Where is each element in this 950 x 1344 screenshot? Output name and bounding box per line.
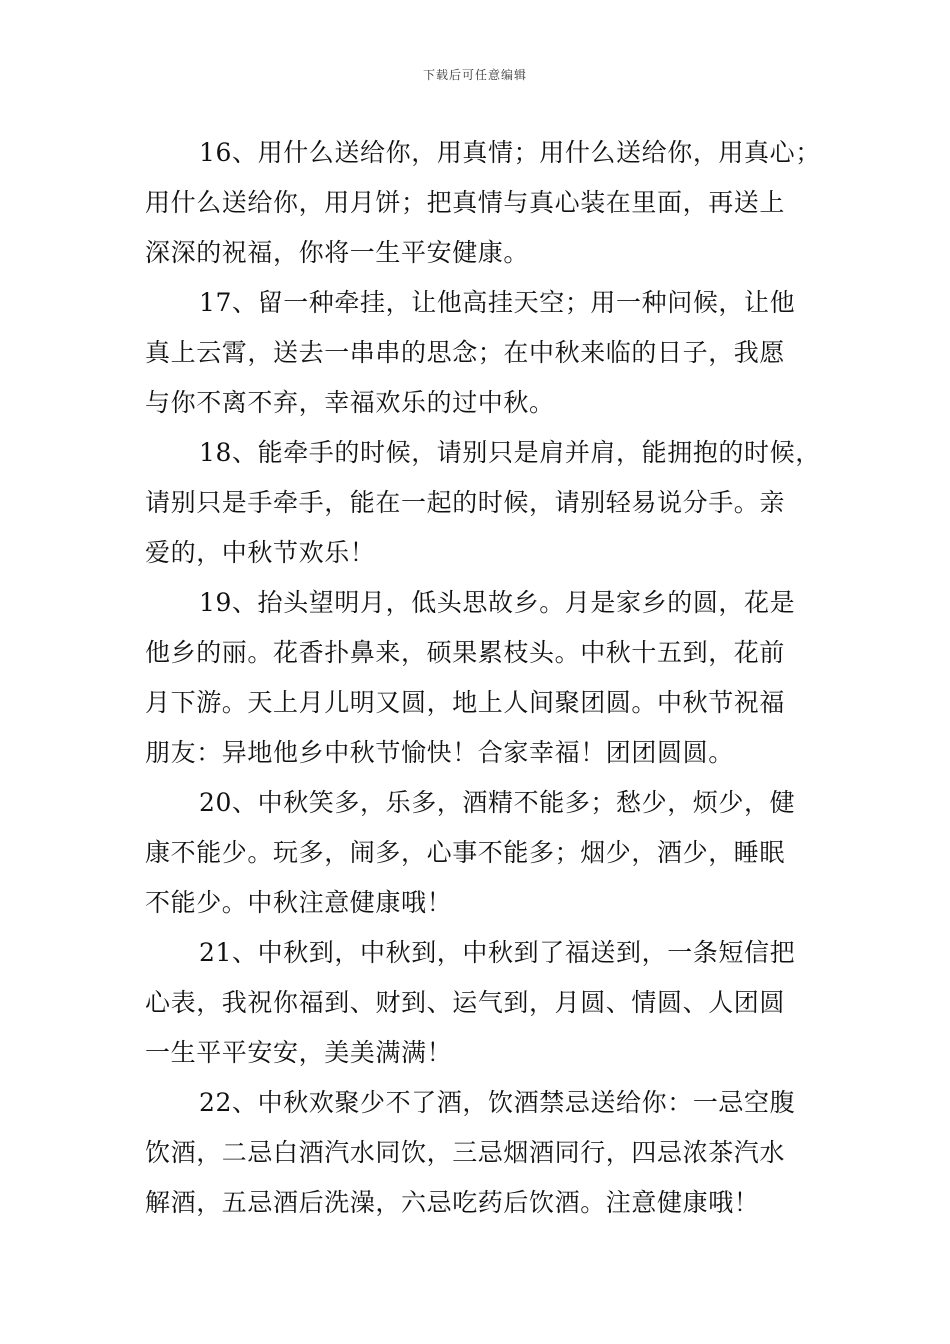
paragraph-line: 请别只是手牵手，能在一起的时候，请别轻易说分手。亲	[145, 488, 786, 517]
paragraph-line: 不能少。中秋注意健康哦！	[145, 888, 453, 917]
paragraph-22	[145, 1078, 835, 1228]
paragraph-line: 17、留一种牵挂，让他高挂天空；用一种问候，让他	[199, 288, 796, 317]
document-body	[145, 128, 835, 1228]
paragraph-line: 22、中秋欢聚少不了酒，饮酒禁忌送给你：一忌空腹	[199, 1088, 796, 1117]
paragraph-20	[145, 778, 835, 928]
paragraph-line: 解酒，五忌酒后洗澡，六忌吃药后饮酒。注意健康哦！	[145, 1188, 760, 1217]
paragraph-line: 深深的祝福，你将一生平安健康。	[145, 238, 530, 267]
paragraph-19	[145, 578, 835, 778]
paragraph-line: 16、用什么送给你，用真情；用什么送给你，用真心；	[199, 138, 821, 167]
paragraph-line: 用什么送给你，用月饼；把真情与真心装在里面，再送上	[145, 188, 786, 217]
paragraph-line: 19、抬头望明月，低头思故乡。月是家乡的圆，花是	[199, 588, 796, 617]
paragraph-line: 康不能少。玩多，闹多，心事不能多；烟少，酒少，睡眠	[145, 838, 786, 867]
paragraph-line: 爱的，中秋节欢乐！	[145, 538, 376, 567]
paragraph-line: 与你不离不弃，幸福欢乐的过中秋。	[145, 388, 555, 417]
page-header: 下载后可任意编辑	[422, 68, 527, 82]
paragraph-21	[145, 928, 835, 1078]
paragraph-line: 月下游。天上月儿明又圆，地上人间聚团圆。中秋节祝福	[145, 688, 786, 717]
paragraph-line: 饮酒，二忌白酒汽水同饮，三忌烟酒同行，四忌浓茶汽水	[145, 1138, 786, 1167]
paragraph-line: 他乡的丽。花香扑鼻来，硕果累枝头。中秋十五到，花前	[145, 638, 786, 667]
paragraph-16	[145, 128, 835, 278]
paragraph-line: 一生平平安安，美美满满！	[145, 1038, 453, 1067]
paragraph-line: 20、中秋笑多，乐多，酒精不能多；愁少，烦少，健	[199, 788, 796, 817]
paragraph-line: 21、中秋到，中秋到，中秋到了福送到，一条短信把	[199, 938, 796, 967]
paragraph-18	[145, 428, 835, 578]
paragraph-line: 心表，我祝你福到、财到、运气到，月圆、情圆、人团圆	[145, 988, 786, 1017]
paragraph-17	[145, 278, 835, 428]
paragraph-line: 18、能牵手的时候，请别只是肩并肩，能拥抱的时候，	[199, 438, 821, 467]
paragraph-line: 真上云霄，送去一串串的思念；在中秋来临的日子，我愿	[145, 338, 786, 367]
paragraph-line: 朋友：异地他乡中秋节愉快！合家幸福！团团圆圆。	[145, 738, 734, 767]
